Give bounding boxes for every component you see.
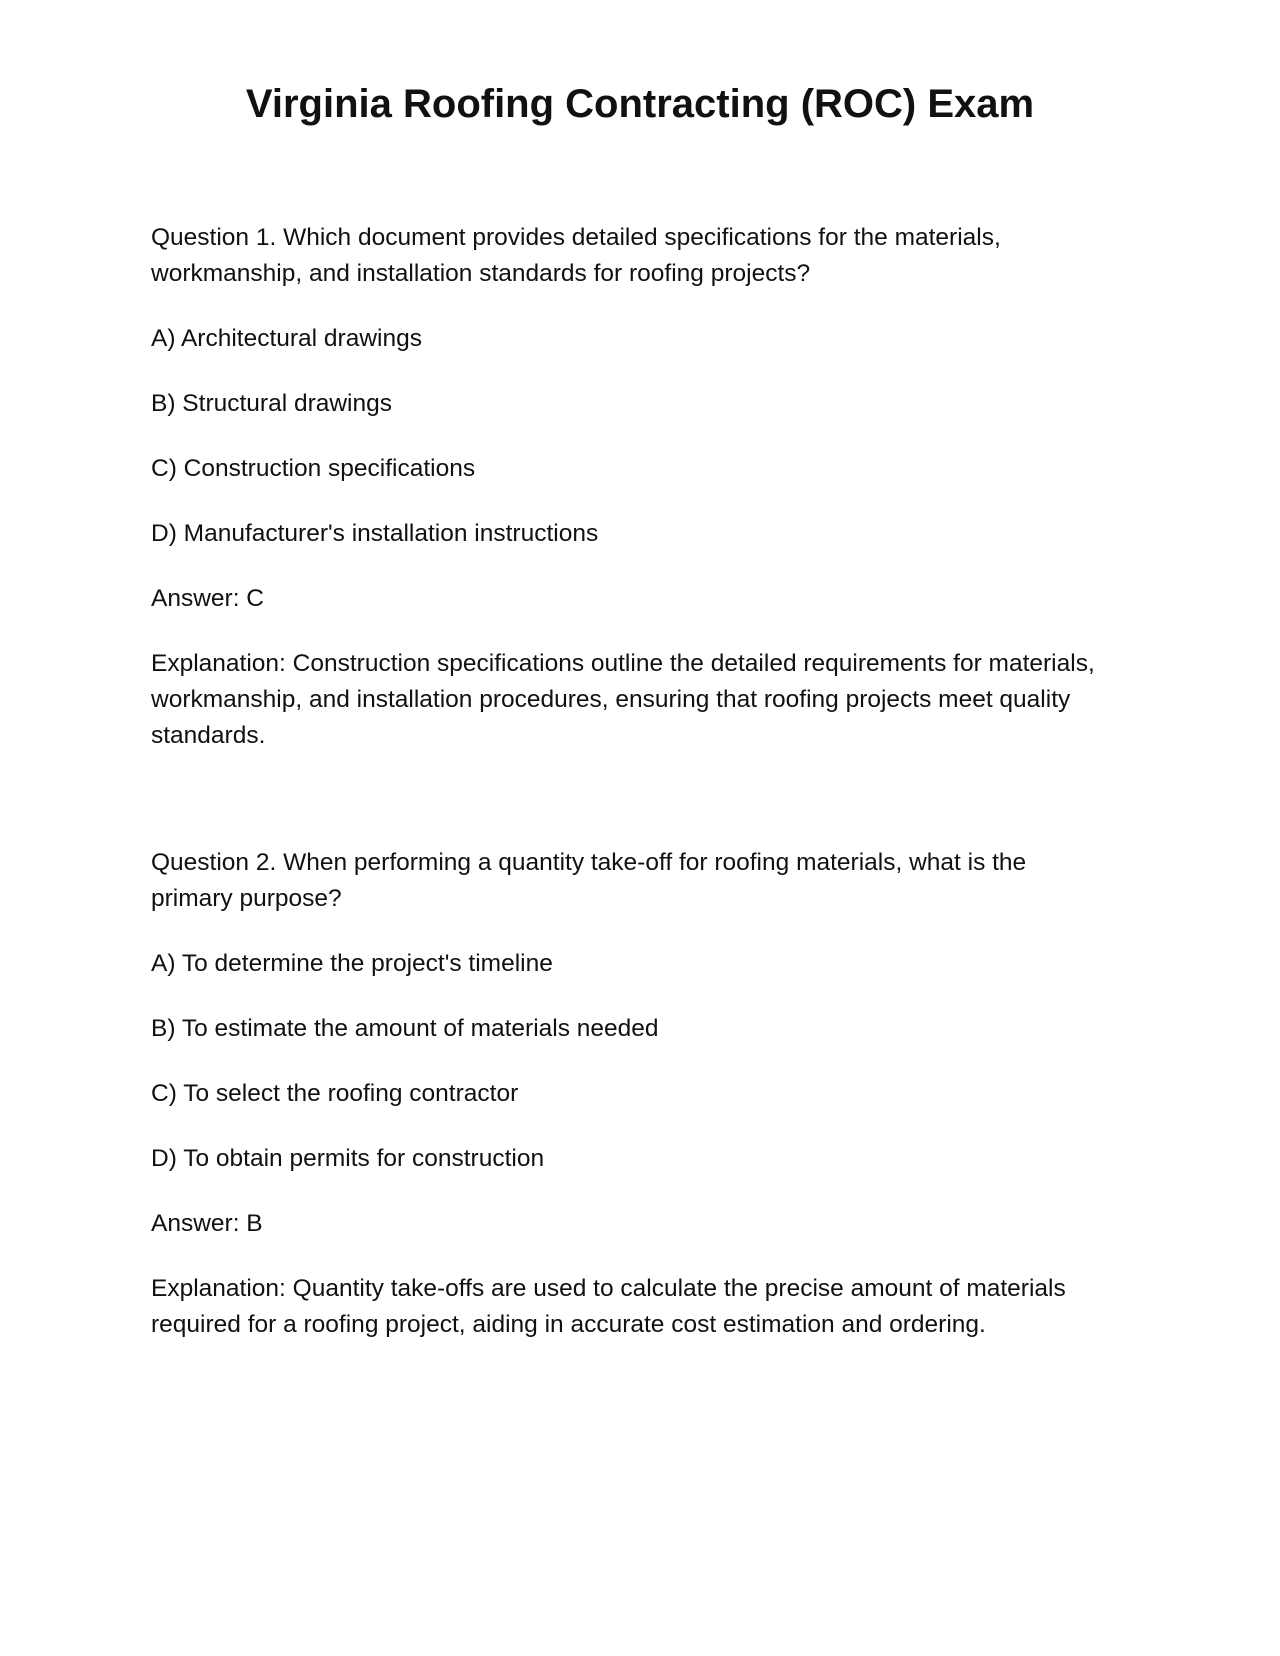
option-b: B) Structural drawings [151,390,393,417]
option-b: B) To estimate the amount of materials needed [151,1015,659,1042]
question-text: Question 1. Which document provides detailed specifications for the materials, workmanship, and installation standards for roofing projects? [151,224,1001,287]
document-title: Virginia Roofing Contracting (ROC) Exam [245,82,1035,126]
option-c: C) Construction specifications [151,455,476,482]
explanation-text: Explanation: Quantity take-offs are used to calculate the precise amount of materials required for a roofing project, aiding in accurate cost estimation and ordering. [151,1275,1066,1338]
option-a: A) Architectural drawings [151,325,422,352]
question-text: Question 2. When performing a quantity take-off for roofing materials, what is the primary purpose? [151,849,1027,912]
explanation-text: Explanation: Construction specifications outline the detailed requirements for materials, workmanship, and installation procedures, ensuring that roofing projects meet quality standards. [151,650,1095,749]
answer-text: Answer: C [151,585,265,612]
option-d: D) Manufacturer's installation instructions [151,520,599,547]
answer-text: Answer: B [151,1210,263,1237]
question-block-1 [151,220,1111,754]
option-c: C) To select the roofing contractor [151,1080,519,1107]
option-d: D) To obtain permits for construction [151,1145,545,1172]
question-block-2 [151,845,1111,1343]
option-a: A) To determine the project's timeline [151,950,553,977]
